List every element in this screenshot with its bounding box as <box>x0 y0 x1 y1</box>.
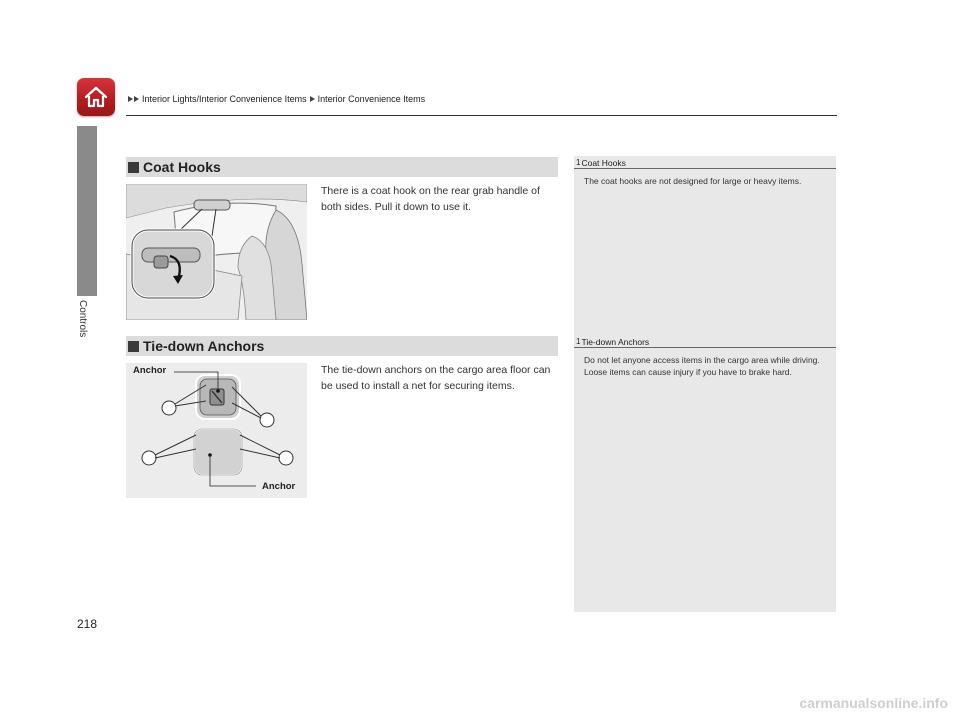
note-body: The coat hooks are not designed for large or heavy items. <box>584 176 802 186</box>
section-header-tie-down-anchors <box>126 336 558 356</box>
home-button[interactable] <box>77 78 115 116</box>
coat-hook-illustration <box>126 184 307 320</box>
tie-down-illustration <box>126 363 307 498</box>
coat-hooks-text: There is a coat hook on the rear grab handle of both sides. Pull it down to use it. <box>321 185 540 213</box>
note-body: Do not let anyone access items in the cargo area while driving. Loose items can cause injury if you have to brake hard. <box>584 355 820 377</box>
breadcrumb-arrow-icon <box>310 96 315 102</box>
home-icon <box>83 84 109 110</box>
section-header-coat-hooks <box>126 157 558 177</box>
note-title <box>574 157 836 169</box>
page-number: 218 <box>77 617 98 631</box>
chapter-label: Controls <box>77 300 88 338</box>
watermark: carmanualsonline.info <box>799 695 948 711</box>
anchor-callout-bottom: Anchor <box>262 481 296 492</box>
chapter-tab[interactable] <box>77 126 97 296</box>
header-rule <box>126 115 837 116</box>
breadcrumb-item-interior-lights[interactable]: Interior Lights/Interior Convenience Items <box>142 94 307 104</box>
breadcrumb <box>128 94 428 104</box>
note-title <box>574 336 836 348</box>
note-number: 1 <box>576 337 581 346</box>
section-title: Tie-down Anchors <box>143 338 265 354</box>
breadcrumb-arrow-icon <box>128 96 133 102</box>
section-square-icon <box>128 162 139 173</box>
section-title: Coat Hooks <box>143 159 221 175</box>
note-title-text: Tie-down Anchors <box>581 336 650 347</box>
note-title-text: Coat Hooks <box>581 157 626 168</box>
note-tie-down-anchors <box>574 336 836 378</box>
notes-panel <box>574 156 836 612</box>
breadcrumb-item-convenience[interactable]: Interior Convenience Items <box>317 94 426 104</box>
note-number: 1 <box>576 158 581 167</box>
section-square-icon <box>128 341 139 352</box>
anchor-callout-top: Anchor <box>133 365 167 376</box>
note-coat-hooks <box>574 157 836 187</box>
breadcrumb-arrow-icon <box>134 96 139 102</box>
tie-down-text: The tie-down anchors on the cargo area floor can be used to install a net for securing items. <box>321 364 551 392</box>
